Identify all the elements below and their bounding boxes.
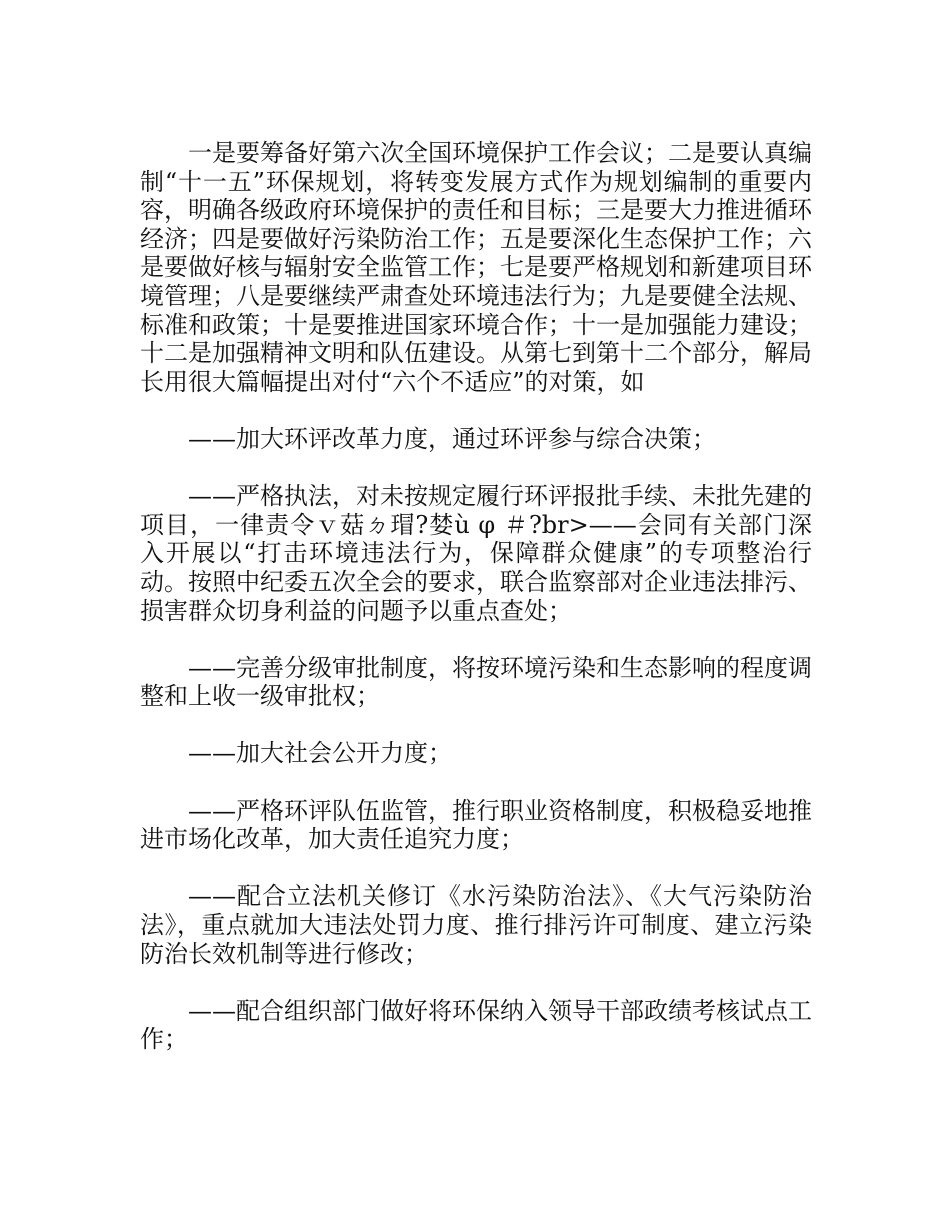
paragraph-6: ——严格环评队伍监管，推行职业资格制度，积极稳妥地推进市场化改革，加大责任追究力度； bbox=[140, 796, 812, 854]
paragraph-4: ——完善分级审批制度，将按环境污染和生态影响的程度调整和上收一级审批权； bbox=[140, 653, 812, 711]
paragraph-3: ——严格执法，对未按规定履行环评报批手续、未批先建的项目，一律责令ｖ菇ㄉ瑁?婪ù φ ＃?br>——会同有关部门深入开展以“打击环境违法行为，保障群众健康”的专项整治行动。按照中纪委五次全会的要求，联合监察部对企业违法排污、损害群众切身利益的问题予以重点查处； bbox=[140, 482, 812, 625]
paragraph-5: ——加大社会公开力度； bbox=[188, 739, 452, 768]
paragraph-7: ——配合立法机关修订《水污染防治法》、《大气污染防治法》，重点就加大违法处罚力度、推行排污许可制度、建立污染防治长效机制等进行修改； bbox=[140, 882, 812, 968]
document-body bbox=[140, 139, 812, 1054]
paragraph-8: ——配合组织部门做好将环保纳入领导干部政绩考核试点工作； bbox=[140, 996, 812, 1054]
paragraph-2: ——加大环评改革力度，通过环评参与综合决策； bbox=[188, 424, 716, 453]
paragraph-1: 一是要筹备好第六次全国环境保护工作会议；二是要认真编制“十一五”环保规划，将转变发展方式作为规划编制的重要内容，明确各级政府环境保护的责任和目标；三是要大力推进循环经济；四是要做好污染防治工作；五是要深化生态保护工作；六是要做好核与辐射安全监管工作；七是要严格规划和新建项目环境管理；八是要继续严肃查处环境违法行为；九是要健全法规、标准和政策；十是要推进国家环境合作；十一是加强能力建设；十二是加强精神文明和队伍建设。从第七到第十二个部分，解局长用很大篇幅提出对付“六个不适应”的对策，如 bbox=[140, 139, 812, 396]
